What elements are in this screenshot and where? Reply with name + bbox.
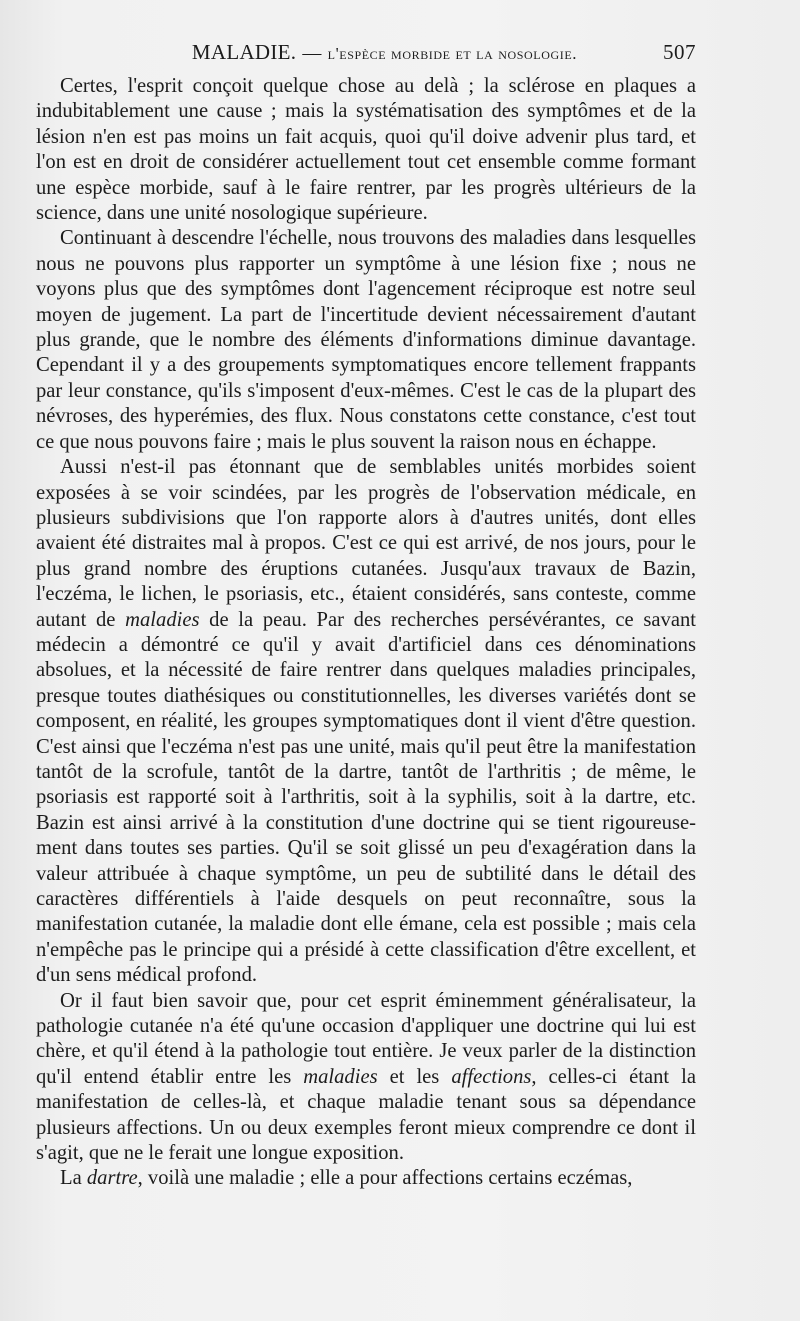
text-run: La [60,1167,87,1190]
paragraph [36,226,696,455]
paragraph [36,455,696,989]
running-head-subtitle: l'espèce morbide et la nosologie. [327,44,578,63]
italic-term: maladies [125,608,200,631]
page-number: 507 [663,40,696,64]
running-head-main: MALADIE. [191,40,297,64]
body-text [36,74,696,1192]
paragraph [36,1166,696,1191]
text-run: et les [377,1065,452,1088]
text-run: Aussi n'est-il pas étonnant que de semblables unités morbides soient exposées à se voir scindées, par les progrès de l'observation médicale, en plusieurs subdivisions que l'on rapporte alors à d'autres unités, dont elles avaient été distraites mal à propos. C'est ce qui est arrivé, de nos jours, pour le plus grand nombre des éruptions cutanées. Jusqu'aux travaux de Bazin, l'eczéma, le lichen, le psoriasis, etc., étaient considérés, sans conteste, comme autant de [36,456,696,631]
italic-term: affections [451,1065,532,1088]
running-head [36,40,663,65]
text-run: , voilà une maladie ; elle a pour affections certains eczémas, [137,1167,633,1190]
paragraph [36,989,696,1167]
italic-term: dartre [86,1167,138,1190]
text-run: , celles-ci étant la manifestation de celles-là, et chaque maladie tenant sous sa dépendance plusieurs affections. Un ou deux exemples feront mieux comprendre ce dont il s'agit, que ne le ferait une longue exposition. [36,1065,697,1165]
running-head-dash: — [302,43,322,64]
text-run: Continuant à descendre l'échelle, nous trouvons des maladies dans lesquelles nous ne pouvons plus rapporter un symptôme à une lésion fixe ; nous ne voyons plus que des symptômes dont l'agencement réciproque est notre seul moyen de jugement. La part de l'incertitude devient nécessairement d'autant plus grande, que le nombre des éléments d'informations diminue davantage. Cependant il y a des groupements symptomatiques encore tellement frappants par leur constance, qu'ils s'imposent d'eux-mêmes. C'est le cas de la plupart des névroses, des hyperémies, des flux. Nous constatons cette constance, c'est tout ce que nous pouvons faire ; mais le plus souvent la raison nous en échappe. [36,227,696,453]
italic-term: maladies [303,1065,378,1088]
page-header [36,40,696,70]
text-run: Certes, l'esprit conçoit quelque chose au delà ; la sclérose en plaques a indubitablement une cause ; mais la systématisation des symptômes et de la lésion n'en est pas moins un fait acquis, quoi qu'il doive advenir plus tard, et l'on est en droit de considérer actuellement tout cet ensemble comme formant une espèce morbide, sauf à le faire rentrer, par les progrès ultérieurs de la science, dans une unité nosologique supérieure. [36,75,696,225]
text-run: Or il faut bien savoir que, pour cet esprit éminemment généralisateur, la pathologie cutanée n'a été qu'une occasion d'appliquer une doctrine qui lui est chère, et qu'il étend à la pathologie tout entière. Je veux parler de la distinction qu'il entend établir entre les [36,989,696,1088]
text-run: de la peau. Par des recherches persévérantes, ce savant médecin a démontré ce qu'il y avait d'artificiel dans ces dénominations absolues, et la nécessité de faire rentrer dans quelques maladies principales, presque toutes diathésiques ou constitutionnelles, les diverses variétés dont se composent, en réalité, les groupes symptomatiques dont il vient d'être question. C'est ainsi que l'eczéma n'est pas une unité, mais qu'il peut être la manifestation tantôt de la scrofule, tantôt de la dartre, tantôt de l'arthritis ; de même, le psoriasis est rapporté soit à l'arthritis, soit à la syphilis, soit à la dartre, etc. Bazin est ainsi arrivé à la constitution d'une doctrine qui se tient rigoureusement dans toutes ses parties. Qu'il se soit glissé un peu d'exagération dans la valeur attribuée à chaque symptôme, un peu de subtilité dans le détail des caractères différentiels à l'aide desquels on peut reconnaître, sous la manifestation cutanée, la maladie dont elle émane, cela est possible ; mais cela n'empêche pas le principe qui a présidé à cette classification d'être excellent, et d'un sens médical profond. [36,608,696,987]
paragraph [36,74,696,226]
